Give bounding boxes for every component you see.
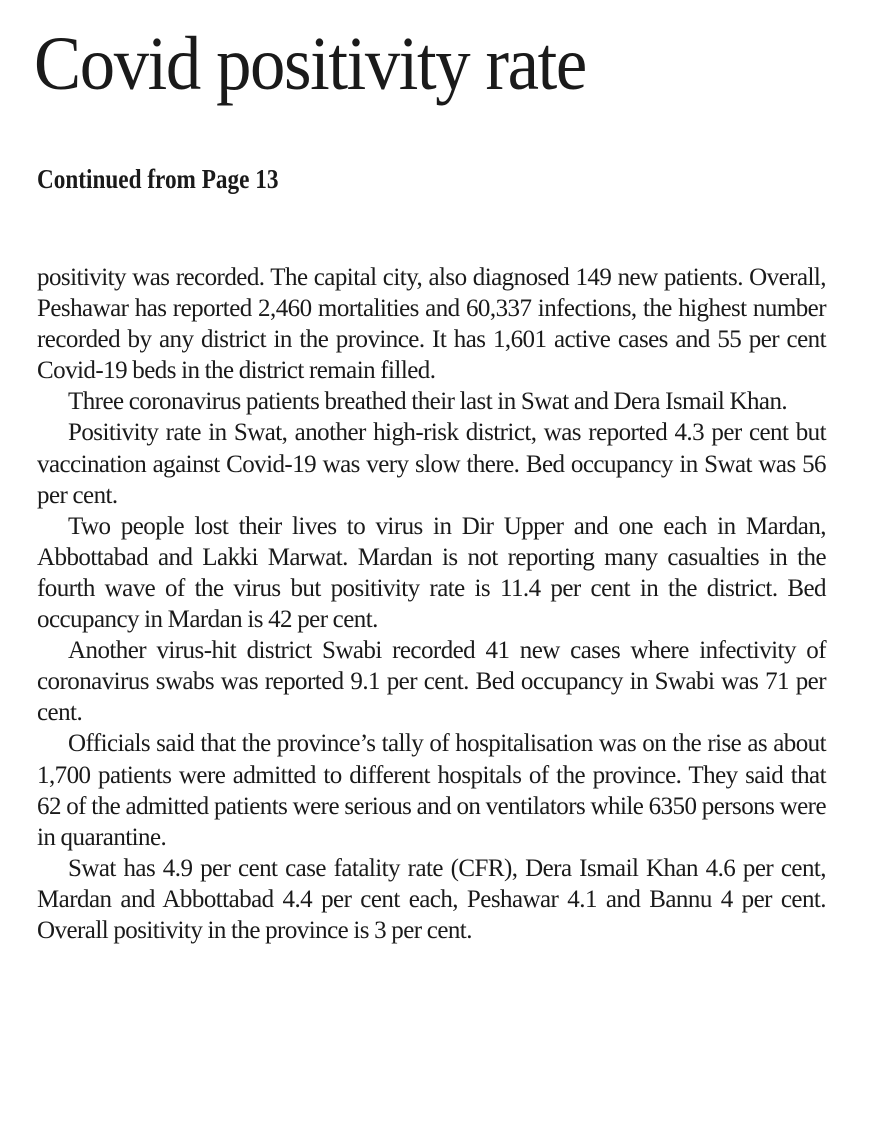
article-paragraph: Swat has 4.9 per cent case fatality rate (CFR), Dera Ismail Khan 4.6 per cent, Mardan and Abbottabad 4.4 per cent each, Peshawar 4.1 and Bannu 4 per cent. Overall positivity in the province is 3 per cent. <box>37 854 826 944</box>
article-paragraph: Positivity rate in Swat, another high-risk district, was reported 4.3 per cent but vaccination against Covid-19 was very slow there. Bed occupancy in Swat was 56 per cent. <box>37 419 826 509</box>
article-paragraph: Another virus-hit district Swabi recorded 41 new cases where infectivity of coronavirus swabs was reported 9.1 per cent. Bed occupancy in Swabi was 71 per cent. <box>37 637 826 727</box>
article-body <box>37 262 826 946</box>
article-paragraph: Two people lost their lives to virus in Dir Upper and one each in Mardan, Abbottabad and Lakki Marwat. Mardan is not reporting many casualties in the fourth wave of the virus but positivity rate is 11.4 per cent in the district. Bed occupancy in Mardan is 42 per cent. <box>37 512 826 634</box>
article-paragraph: Officials said that the province’s tally of hospitalisation was on the rise as about 1,700 patients were admitted to different hospitals of the province. They said that 62 of the admitted patients were serious and on ventilators while 6350 persons were in quarantine. <box>37 730 826 851</box>
article-paragraph: Three coronavirus patients breathed their last in Swat and Dera Ismail Khan. <box>68 388 788 416</box>
headline: Covid positivity rate <box>34 22 586 106</box>
article-paragraph: positivity was recorded. The capital city, also diagnosed 149 new patients. Overall, Peshawar has reported 2,460 mortalities and 60,337 infections, the highest number recorded by any district in the province. It has 1,601 active cases and 55 per cent Covid-19 beds in the district remain filled. <box>37 264 826 385</box>
continued-from-label: Continued from Page 13 <box>37 164 279 194</box>
